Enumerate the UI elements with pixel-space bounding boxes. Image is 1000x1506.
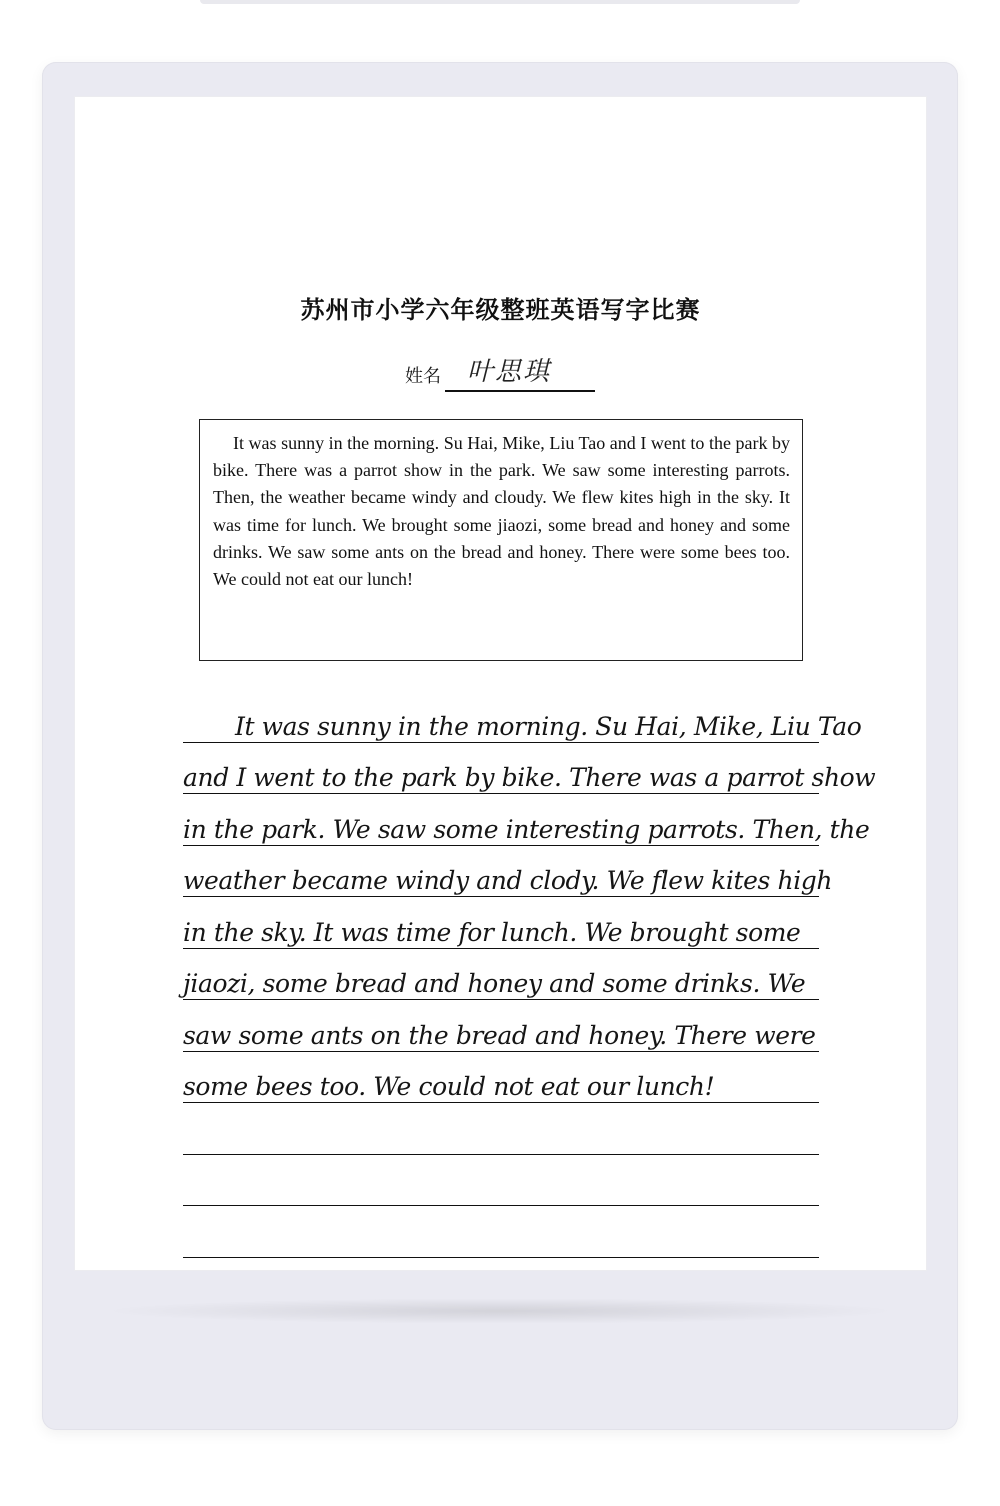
writing-line bbox=[183, 949, 819, 1001]
handwriting-text: saw some ants on the bread and honey. There were bbox=[183, 1020, 816, 1050]
name-label: 姓名 bbox=[405, 366, 441, 387]
passage-box bbox=[199, 419, 803, 661]
handwriting-text: in the sky. It was time for lunch. We brought some bbox=[183, 917, 801, 947]
handwriting-text: It was sunny in the morning. Su Hai, Mike, Liu Tao bbox=[235, 711, 862, 741]
writing-line bbox=[183, 1052, 819, 1104]
frame-shadow bbox=[100, 1298, 900, 1324]
handwriting-area bbox=[183, 691, 876, 1258]
writing-line bbox=[183, 1103, 819, 1155]
worksheet-paper bbox=[75, 97, 926, 1270]
writing-line bbox=[183, 846, 833, 898]
top-edge-strip bbox=[200, 0, 800, 4]
name-row bbox=[405, 352, 595, 392]
passage-text: It was sunny in the morning. Su Hai, Mike, Liu Tao and I went to the park by bike. There was a parrot show in the park. We saw some interesting parrots. Then, the weather became windy and cloudy. We flew kites high in the sky. It was time for lunch. We brought some jiaozi, some bread and honey and some drinks. We saw some ants on the bread and honey. There were some bees too. We could not eat our lunch! bbox=[213, 433, 790, 590]
name-field bbox=[445, 354, 595, 392]
handwriting-text: some bees too. We could not eat our lunch! bbox=[183, 1072, 715, 1101]
writing-line bbox=[183, 1000, 819, 1052]
handwriting-text: jiaozi, some bread and honey and some drinks. We bbox=[183, 969, 806, 998]
handwriting-text: in the park. We saw some interesting parrots. Then, the bbox=[183, 814, 870, 844]
writing-line bbox=[183, 1155, 819, 1207]
handwriting-text: and I went to the park by bike. There was a parrot show bbox=[183, 763, 876, 792]
writing-line bbox=[183, 1206, 819, 1258]
worksheet-title: 苏州市小学六年级整班英语写字比赛 bbox=[300, 296, 701, 324]
writing-line bbox=[183, 743, 876, 795]
writing-line bbox=[183, 794, 870, 846]
name-value: 叶思琪 bbox=[467, 357, 552, 387]
writing-line bbox=[183, 691, 862, 743]
writing-line bbox=[183, 897, 819, 949]
handwriting-text: weather became windy and clody. We flew kites high bbox=[183, 866, 833, 895]
